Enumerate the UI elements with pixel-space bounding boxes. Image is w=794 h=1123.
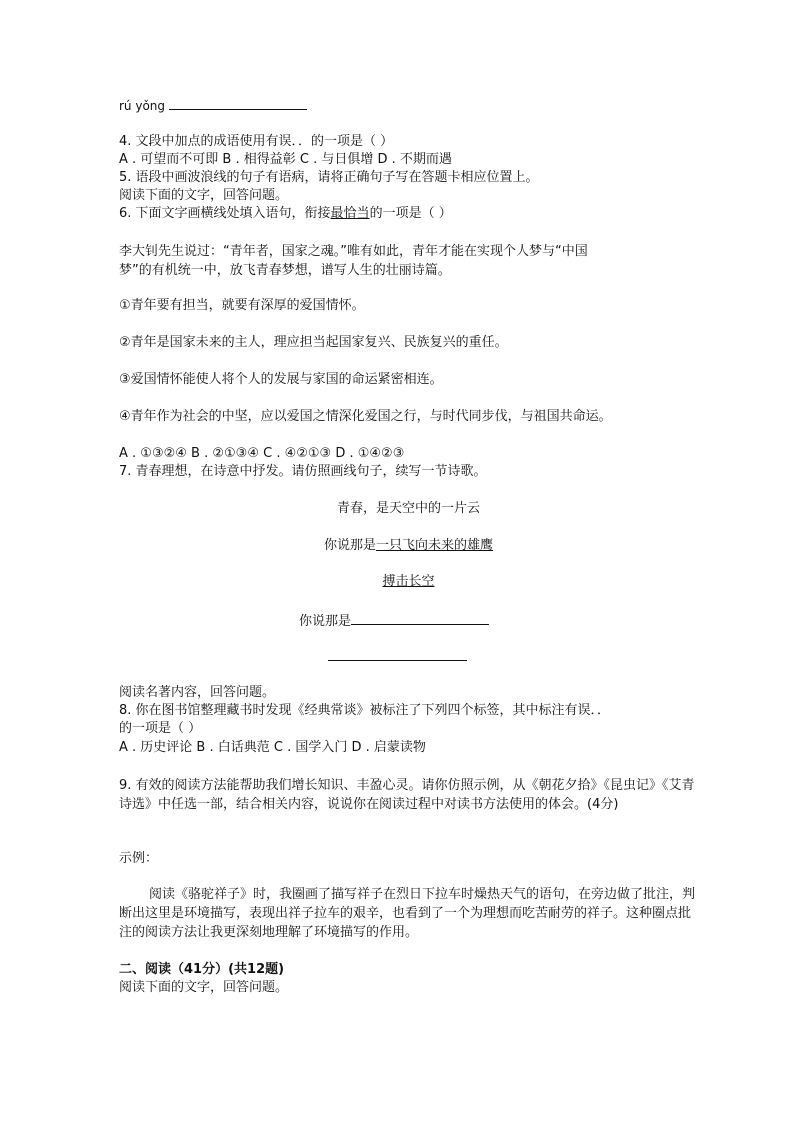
poem-line-2: [119, 537, 698, 555]
pinyin-text: rú yǒng: [119, 99, 166, 113]
q9-question: 9. 有效的阅读方法能帮助我们增长知识、丰盈心灵。请你仿照示例，从《朝花夕拾》《昆虫记》《艾青诗选》中任选一部，结合相关内容，说说你在阅读过程中对读书方法使用的体会。(4分): [119, 778, 695, 812]
poem-line-4-prefix: 你说那是: [299, 614, 352, 629]
poem-answer-blank-2[interactable]: [328, 660, 467, 661]
q4-options: A . 可望而不可即 B . 相得益彰 C . 与日俱增 D . 不期而遇: [119, 152, 452, 167]
pinyin-answer-blank[interactable]: [169, 97, 307, 110]
q4-question: 4. 文段中加点的成语使用有误．．的一项是（ ）: [119, 134, 394, 149]
q6-question: [119, 205, 698, 223]
poem-answer-blank-1[interactable]: [351, 610, 489, 625]
poem-line-1: 青春，是天空中的一片云: [336, 501, 480, 516]
passage-line-2: 梦”的有机统一中，放飞青春梦想，谱写人生的壮丽诗篇。: [119, 263, 451, 278]
poem-line-3-underlined: 搏击长空: [382, 574, 435, 589]
passage-line-1: 李大钊先生说过：“青年者，国家之魂。”唯有如此，青年才能在实现个人梦与“中国: [119, 244, 588, 259]
section-2-title: 二、阅读（41分）(共12题): [119, 962, 285, 977]
read-prompt-2: 阅读名著内容，回答问题。: [119, 685, 276, 700]
q7-question: 7. 青春理想，在诗意中抒发。请仿照画线句子，续写一节诗歌。: [119, 464, 487, 479]
sentence-1: ①青年要有担当，就要有深厚的爱国情怀。: [119, 298, 365, 313]
poem-line-2-underlined: 一只飞向未来的雄鹰: [376, 538, 494, 553]
sentence-3: ③爱国情怀能使人将个人的发展与家国的命运紧密相连。: [119, 372, 443, 387]
q8-options: A . 历史评论 B . 白话典范 C . 国学入门 D . 启蒙读物: [119, 740, 426, 755]
example-text: 阅读《骆驼祥子》时，我圈画了描写祥子在烈日下拉车时燥热天气的语句，在旁边做了批注，判断出这里是环境描写，表现出祥子拉车的艰辛，也看到了一个为理想而吃苦耐劳的祥子。这种圈点批注的阅读方法让我更深刻地理解了环境描写的作用。: [119, 887, 696, 940]
sentence-4: ④青年作为社会的中坚，应以爱国之情深化爱国之行，与时代同步伐，与祖国共命运。: [119, 409, 612, 424]
sentence-2: ②青年是国家未来的主人，理应担当起国家复兴、民族复兴的重任。: [119, 335, 508, 350]
q6-prefix: 6. 下面文字画横线处填入语句，衔接: [119, 206, 331, 221]
poem-line-2-prefix: 你说那是: [323, 538, 376, 553]
read-prompt-3: 阅读下面的文字，回答问题。: [119, 980, 289, 995]
example-label: 示例：: [119, 851, 159, 866]
read-prompt-1: 阅读下面的文字，回答问题。: [119, 188, 289, 203]
q5-question: 5. 语段中画波浪线的句子有语病，请将正确句子写在答题卡相应位置上。: [119, 170, 539, 185]
q8-question-line-2: 的一项是（ ）: [119, 721, 202, 736]
q8-question-line-1: 8. 你在图书馆整理藏书时发现《经典常谈》被标注了下列四个标签，其中标注有误．．: [119, 703, 611, 718]
q6-suffix: 的一项是（ ）: [369, 206, 452, 221]
pinyin-line: [119, 97, 698, 115]
poem-line-3: [119, 573, 698, 591]
poem-line-4: [299, 610, 698, 631]
q6-options: A . ①③②④ B . ②①③④ C . ④②①③ D . ①④②③: [119, 446, 405, 461]
q6-emphasis: 最恰当: [330, 206, 370, 221]
